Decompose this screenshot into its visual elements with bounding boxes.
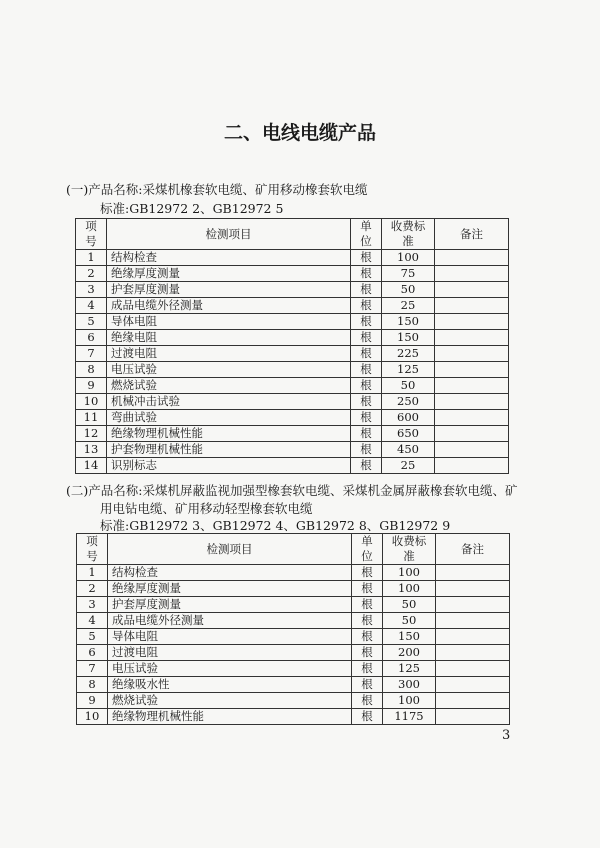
test-item-cell: 结构检查	[108, 565, 352, 581]
item-number-cell: 4	[76, 298, 107, 314]
unit-cell: 根	[352, 629, 383, 645]
item-number-cell: 8	[77, 677, 108, 693]
fee-cell: 100	[383, 565, 436, 581]
section2-heading-line1: (二)产品名称:采煤机屏蔽监视加强型橡套软电缆、采煤机金属屏蔽橡套软电缆、矿	[66, 483, 518, 498]
test-item-cell: 成品电缆外径测量	[107, 298, 351, 314]
item-number-cell: 2	[76, 266, 107, 282]
fee-cell: 100	[382, 250, 435, 266]
remark-cell	[435, 410, 509, 426]
column-header: 检测项目	[108, 534, 352, 565]
test-item-cell: 护套物理机械性能	[107, 442, 351, 458]
unit-cell: 根	[352, 645, 383, 661]
unit-cell: 根	[351, 458, 382, 474]
column-header: 检测项目	[107, 219, 351, 250]
item-number-cell: 6	[77, 645, 108, 661]
item-number-cell: 5	[76, 314, 107, 330]
fee-cell: 75	[382, 266, 435, 282]
unit-cell: 根	[352, 709, 383, 725]
test-item-cell: 护套厚度测量	[108, 597, 352, 613]
test-item-cell: 绝缘物理机械性能	[107, 426, 351, 442]
column-header: 备注	[436, 534, 510, 565]
unit-cell: 根	[351, 442, 382, 458]
remark-cell	[436, 645, 510, 661]
table-row	[76, 266, 509, 282]
unit-cell: 根	[351, 410, 382, 426]
remark-cell	[436, 613, 510, 629]
test-item-cell: 成品电缆外径测量	[108, 613, 352, 629]
section1-standard: 标准:GB12972 2、GB12972 5	[100, 201, 284, 216]
table-row	[76, 362, 509, 378]
table-row	[77, 597, 510, 613]
unit-cell: 根	[351, 346, 382, 362]
remark-cell	[436, 565, 510, 581]
item-number-cell: 10	[76, 394, 107, 410]
item-number-cell: 13	[76, 442, 107, 458]
item-number-cell: 4	[77, 613, 108, 629]
fee-cell: 50	[382, 378, 435, 394]
test-item-cell: 燃烧试验	[107, 378, 351, 394]
fee-cell: 200	[383, 645, 436, 661]
unit-cell: 根	[351, 266, 382, 282]
remark-cell	[436, 597, 510, 613]
table-row	[76, 250, 509, 266]
remark-cell	[435, 458, 509, 474]
unit-cell: 根	[352, 613, 383, 629]
column-header: 单位	[352, 534, 383, 565]
fee-cell: 150	[382, 314, 435, 330]
fee-cell: 125	[382, 362, 435, 378]
remark-cell	[435, 442, 509, 458]
table-row	[76, 442, 509, 458]
item-number-cell: 5	[77, 629, 108, 645]
fee-cell: 100	[383, 693, 436, 709]
item-number-cell: 1	[76, 250, 107, 266]
unit-cell: 根	[352, 597, 383, 613]
test-item-cell: 护套厚度测量	[107, 282, 351, 298]
table-row	[77, 581, 510, 597]
fee-cell: 650	[382, 426, 435, 442]
fee-cell: 50	[383, 613, 436, 629]
remark-cell	[435, 282, 509, 298]
fee-cell: 300	[383, 677, 436, 693]
fee-cell: 100	[383, 581, 436, 597]
item-number-cell: 11	[76, 410, 107, 426]
test-item-cell: 过渡电阻	[107, 346, 351, 362]
item-number-cell: 1	[77, 565, 108, 581]
item-number-cell: 2	[77, 581, 108, 597]
fee-cell: 250	[382, 394, 435, 410]
test-item-cell: 绝缘物理机械性能	[108, 709, 352, 725]
fee-cell: 25	[382, 298, 435, 314]
test-item-cell: 绝缘厚度测量	[108, 581, 352, 597]
item-number-cell: 8	[76, 362, 107, 378]
column-header: 收费标准	[382, 219, 435, 250]
remark-cell	[436, 709, 510, 725]
unit-cell: 根	[352, 581, 383, 597]
unit-cell: 根	[351, 298, 382, 314]
remark-cell	[435, 394, 509, 410]
section2-standard: 标准:GB12972 3、GB12972 4、GB12972 8、GB12972 9	[100, 518, 451, 533]
table-row	[77, 613, 510, 629]
unit-cell: 根	[352, 661, 383, 677]
column-header: 项号	[77, 534, 108, 565]
test-item-cell: 燃烧试验	[108, 693, 352, 709]
item-number-cell: 9	[76, 378, 107, 394]
table-row	[77, 709, 510, 725]
table-row	[76, 410, 509, 426]
table-row	[76, 346, 509, 362]
section2-table	[76, 533, 510, 725]
column-header: 项号	[76, 219, 107, 250]
remark-cell	[435, 426, 509, 442]
page-number: 3	[502, 728, 511, 743]
fee-cell: 125	[383, 661, 436, 677]
item-number-cell: 10	[77, 709, 108, 725]
fee-cell: 50	[382, 282, 435, 298]
table-header-row	[76, 219, 509, 250]
remark-cell	[436, 693, 510, 709]
section1-table	[75, 218, 509, 474]
item-number-cell: 6	[76, 330, 107, 346]
test-item-cell: 过渡电阻	[108, 645, 352, 661]
remark-cell	[435, 266, 509, 282]
fee-cell: 25	[382, 458, 435, 474]
fee-cell: 50	[383, 597, 436, 613]
remark-cell	[436, 661, 510, 677]
unit-cell: 根	[351, 250, 382, 266]
table-row	[77, 629, 510, 645]
unit-cell: 根	[351, 330, 382, 346]
remark-cell	[435, 378, 509, 394]
test-item-cell: 绝缘电阻	[107, 330, 351, 346]
section2-heading-line2: 用电钻电缆、矿用移动轻型橡套软电缆	[100, 501, 313, 516]
item-number-cell: 7	[76, 346, 107, 362]
table-header-row	[77, 534, 510, 565]
unit-cell: 根	[352, 693, 383, 709]
test-item-cell: 导体电阻	[108, 629, 352, 645]
table-row	[76, 314, 509, 330]
unit-cell: 根	[351, 282, 382, 298]
table-row	[76, 330, 509, 346]
table-row	[77, 677, 510, 693]
column-header: 备注	[435, 219, 509, 250]
unit-cell: 根	[352, 565, 383, 581]
test-item-cell: 绝缘厚度测量	[107, 266, 351, 282]
remark-cell	[435, 250, 509, 266]
remark-cell	[435, 362, 509, 378]
item-number-cell: 3	[76, 282, 107, 298]
table-row	[76, 282, 509, 298]
test-item-cell: 电压试验	[108, 661, 352, 677]
column-header: 单位	[351, 219, 382, 250]
test-item-cell: 绝缘吸水性	[108, 677, 352, 693]
fee-cell: 150	[382, 330, 435, 346]
page-title: 二、电线电缆产品	[223, 122, 376, 144]
test-item-cell: 机械冲击试验	[107, 394, 351, 410]
remark-cell	[435, 330, 509, 346]
unit-cell: 根	[351, 426, 382, 442]
item-number-cell: 3	[77, 597, 108, 613]
table-row	[77, 661, 510, 677]
test-item-cell: 导体电阻	[107, 314, 351, 330]
fee-cell: 1175	[383, 709, 436, 725]
unit-cell: 根	[351, 394, 382, 410]
test-item-cell: 电压试验	[107, 362, 351, 378]
table-row	[76, 426, 509, 442]
remark-cell	[435, 298, 509, 314]
test-item-cell: 识别标志	[107, 458, 351, 474]
item-number-cell: 14	[76, 458, 107, 474]
remark-cell	[436, 629, 510, 645]
fee-cell: 450	[382, 442, 435, 458]
remark-cell	[435, 314, 509, 330]
table-row	[76, 298, 509, 314]
table-row	[77, 693, 510, 709]
unit-cell: 根	[351, 362, 382, 378]
test-item-cell: 弯曲试验	[107, 410, 351, 426]
item-number-cell: 7	[77, 661, 108, 677]
fee-cell: 225	[382, 346, 435, 362]
unit-cell: 根	[351, 378, 382, 394]
section1-heading: (一)产品名称:采煤机橡套软电缆、矿用移动橡套软电缆	[66, 182, 368, 197]
unit-cell: 根	[351, 314, 382, 330]
item-number-cell: 9	[77, 693, 108, 709]
remark-cell	[435, 346, 509, 362]
table-row	[76, 458, 509, 474]
fee-cell: 150	[383, 629, 436, 645]
table-row	[77, 565, 510, 581]
remark-cell	[436, 581, 510, 597]
column-header: 收费标准	[383, 534, 436, 565]
fee-cell: 600	[382, 410, 435, 426]
table-row	[76, 394, 509, 410]
test-item-cell: 结构检查	[107, 250, 351, 266]
unit-cell: 根	[352, 677, 383, 693]
remark-cell	[436, 677, 510, 693]
table-row	[76, 378, 509, 394]
item-number-cell: 12	[76, 426, 107, 442]
table-row	[77, 645, 510, 661]
